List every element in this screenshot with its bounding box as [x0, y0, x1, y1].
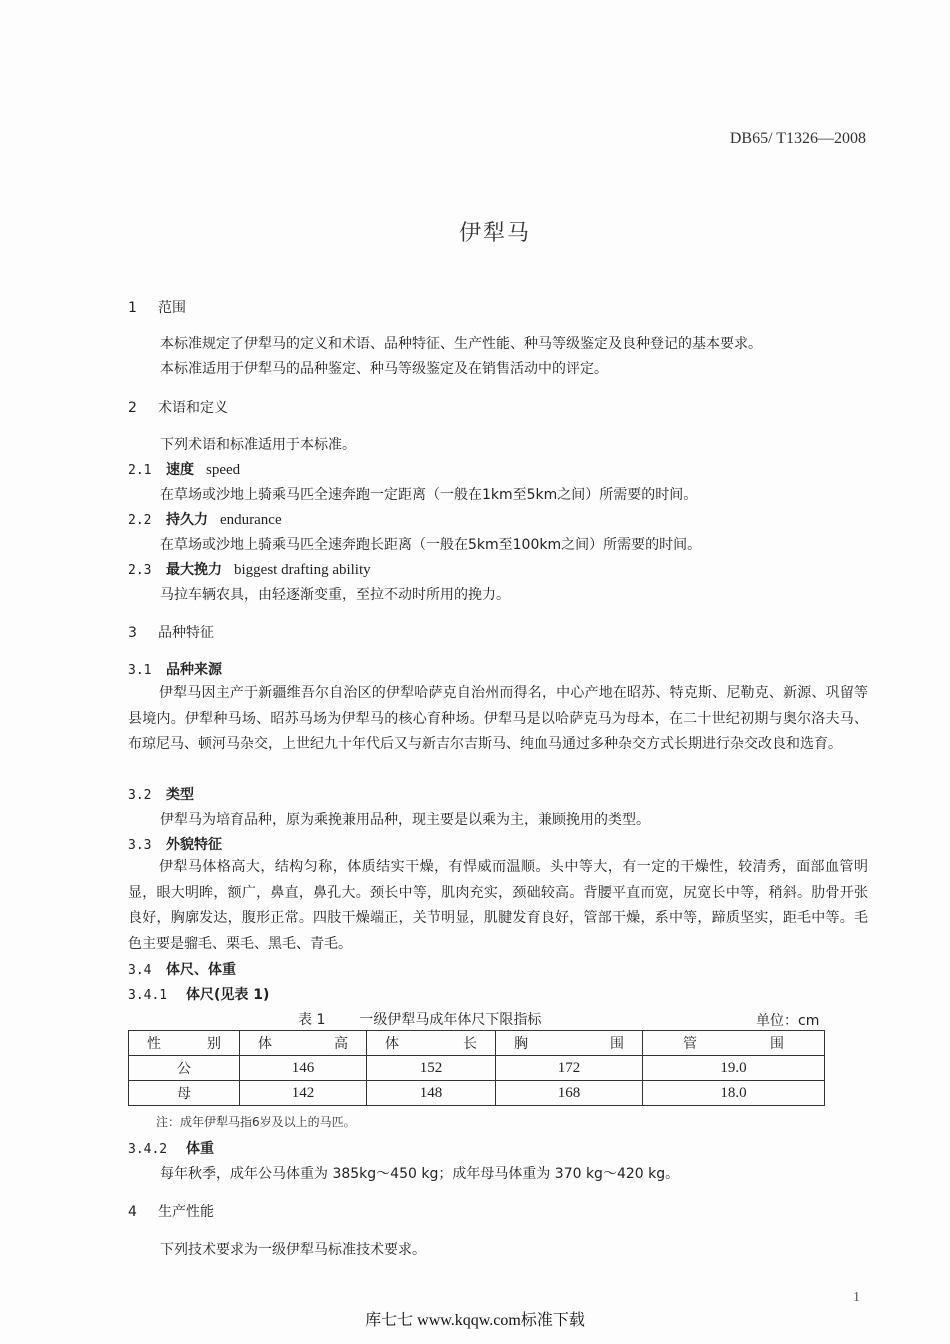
table-header-cell: 体 高	[240, 1031, 367, 1056]
table-cell: 146	[240, 1056, 367, 1081]
table-1-unit: 单位：cm	[756, 1013, 820, 1029]
section-3-4-2-heading: 3.4.2 体重	[128, 1141, 214, 1157]
term-2-2-heading: 2.2 持久力 endurance	[128, 512, 282, 528]
body-size-table	[128, 1030, 825, 1106]
section-3-2-heading: 3.2 类型	[128, 787, 194, 803]
table-header-cell: 体 长	[367, 1031, 496, 1056]
table-header-cell: 管 围	[643, 1031, 825, 1056]
table-cell: 母	[129, 1081, 240, 1106]
table-cell: 148	[367, 1081, 496, 1106]
section-2-intro: 下列术语和标准适用于本标准。	[160, 437, 356, 453]
section-3-4-heading: 3.4 体尺、体重	[128, 962, 236, 978]
table-row	[129, 1081, 825, 1106]
section-1-heading: 1 范围	[128, 300, 186, 316]
section-3-4-1-heading: 3.4.1 体尺(见表 1)	[128, 987, 270, 1003]
section-4-heading: 4 生产性能	[128, 1204, 214, 1220]
page-number: 1	[853, 1290, 860, 1305]
section-1-paragraph-1: 本标准规定了伊犁马的定义和术语、品种特征、生产性能、种马等级鉴定及良种登记的基本要求。	[160, 336, 762, 352]
section-4-intro: 下列技术要求为一级伊犁马标准技术要求。	[160, 1242, 426, 1258]
table-header-cell: 胸 围	[496, 1031, 643, 1056]
table-cell: 152	[367, 1056, 496, 1081]
term-2-3-heading: 2.3 最大挽力 biggest drafting ability	[128, 562, 371, 578]
table-row	[129, 1056, 825, 1081]
table-cell: 172	[496, 1056, 643, 1081]
table-cell: 19.0	[643, 1056, 825, 1081]
term-2-1-definition: 在草场或沙地上骑乘马匹全速奔跑一定距离（一般在1km至5km之间）所需要的时间。	[160, 487, 698, 503]
term-2-3-definition: 马拉车辆农具，由轻逐渐变重，至拉不动时所用的挽力。	[160, 587, 510, 603]
table-header-cell: 性 别	[129, 1031, 240, 1056]
section-3-1-heading: 3.1 品种来源	[128, 662, 222, 678]
table-cell: 168	[496, 1081, 643, 1106]
section-3-heading: 3 品种特征	[128, 625, 214, 641]
section-3-4-2-body: 每年秋季，成年公马体重为 385kg～450 kg；成年母马体重为 370 kg～420 kg。	[160, 1166, 680, 1182]
table-header-row	[129, 1031, 825, 1056]
section-2-heading: 2 术语和定义	[128, 400, 228, 416]
download-watermark-footer: 库七七 www.kqqw.com标准下载	[365, 1312, 585, 1329]
section-3-3-heading: 3.3 外貌特征	[128, 837, 222, 853]
table-cell: 142	[240, 1081, 367, 1106]
table-cell: 公	[129, 1056, 240, 1081]
section-3-1-body: 伊犁马因主产于新疆维吾尔自治区的伊犁哈萨克自治州而得名，中心产地在昭苏、特克斯、尼勒克、新源、巩留等县境内。伊犁种马场、昭苏马场为伊犁马的核心育种场。伊犁马是以哈萨克马为母本，在二十世纪初期与奥尔洛夫马、布琼尼马、顿河马杂交，上世纪九十年代后又与新吉尔吉斯马、纯血马通过多种杂交方式长期进行杂交改良和选育。	[128, 685, 868, 752]
document-title: 伊犁马	[458, 221, 531, 246]
section-3-3-body: 伊犁马体格高大，结构匀称，体质结实干燥，有悍威而温顺。头中等大，有一定的干燥性，较清秀，面部血管明显，眼大明眸，额广，鼻直，鼻孔大。颈长中等，肌肉充实，颈础较高。背腰平直而宽，尻宽长中等，稍斜。肋骨开张良好，胸廓发达，腹形正常。四肢干燥端正，关节明显，肌腱发育良好，管部干燥，系中等，蹄质坚实，距毛中等。毛色主要是骝毛、栗毛、黑毛、青毛。	[128, 859, 868, 952]
table-1-note: 注：成年伊犁马指6岁及以上的马匹。	[156, 1115, 356, 1129]
table-1-caption: 表 1 一级伊犁马成年体尺下限指标	[298, 1012, 542, 1028]
term-2-1-heading: 2.1 速度 speed	[128, 462, 241, 478]
table-cell: 18.0	[643, 1081, 825, 1106]
section-1-paragraph-2: 本标准适用于伊犁马的品种鉴定、种马等级鉴定及在销售活动中的评定。	[160, 361, 608, 377]
term-2-2-definition: 在草场或沙地上骑乘马匹全速奔跑长距离（一般在5km至100km之间）所需要的时间。	[160, 537, 702, 553]
section-3-2-body: 伊犁马为培育品种，原为乘挽兼用品种，现主要是以乘为主，兼顾挽用的类型。	[160, 812, 650, 828]
standard-code: DB65/ T1326—2008	[729, 130, 866, 147]
